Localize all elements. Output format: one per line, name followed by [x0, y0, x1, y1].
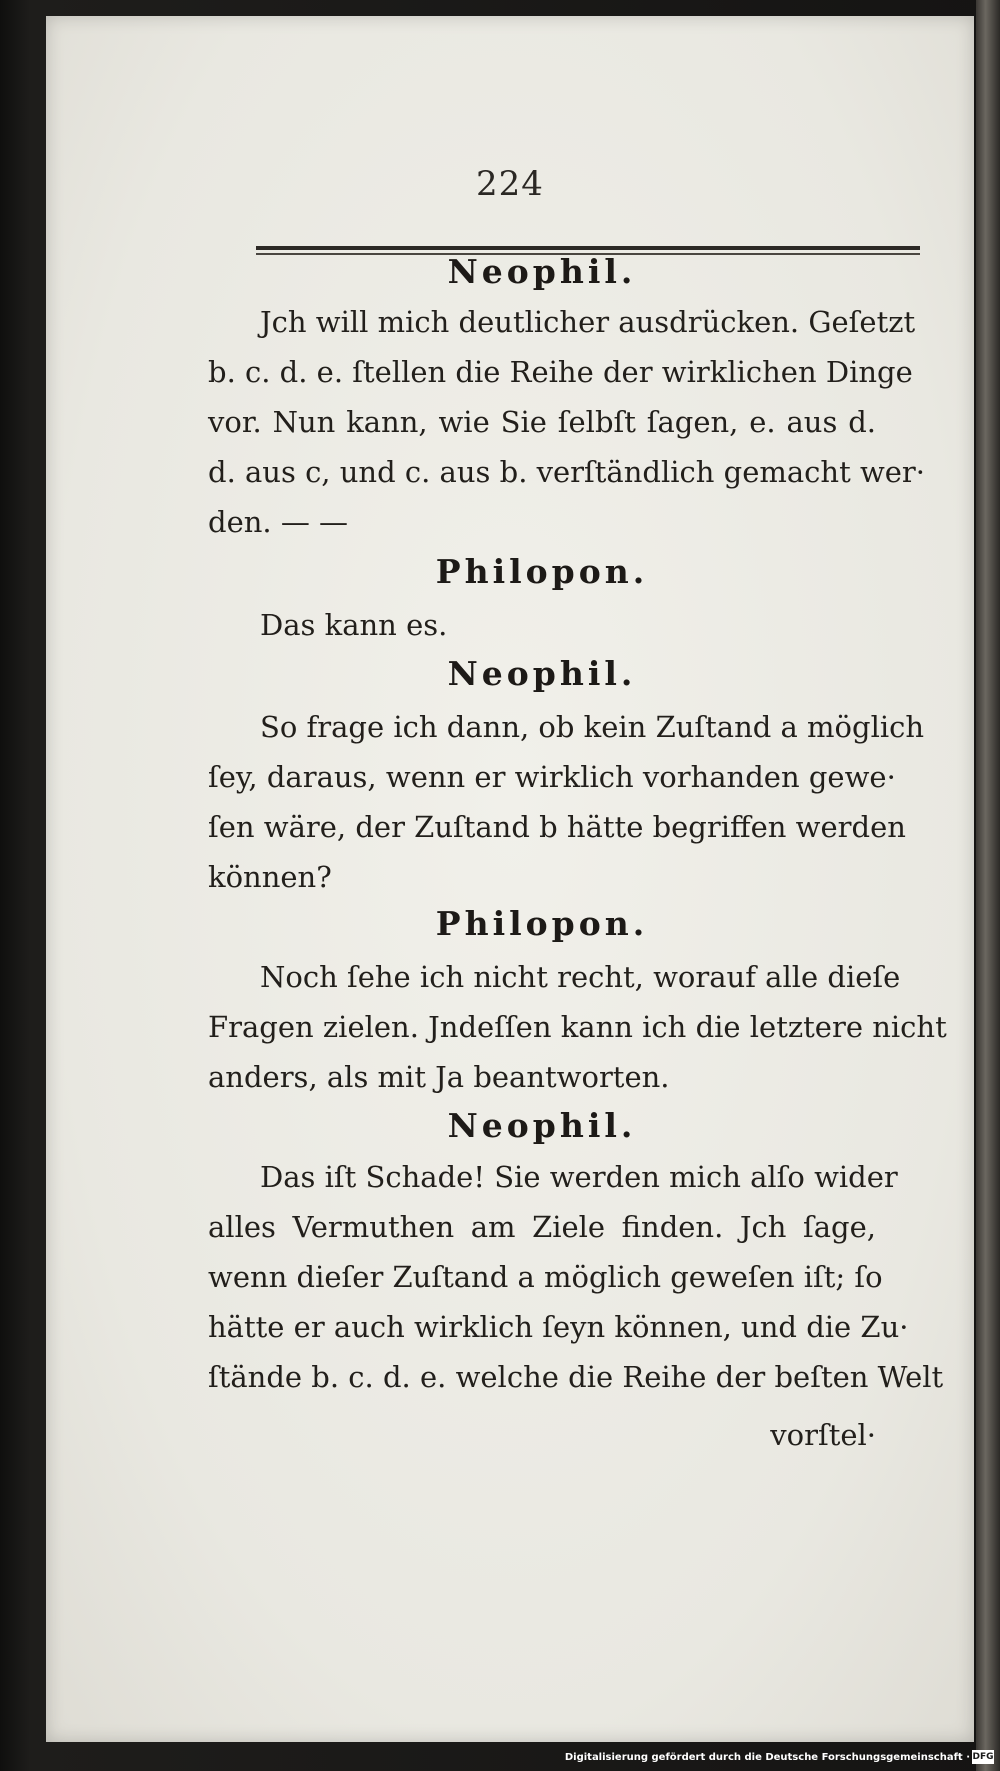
text-line: alles Vermuthen am Ziele finden. Jch ſage,	[208, 1210, 876, 1244]
header-rule-thick	[256, 246, 920, 250]
speaker-heading: Neophil.	[447, 1106, 637, 1145]
digitization-credit: Digitalisierung gefördert durch die Deutsche Forschungsgemeinschaft ·	[564, 1752, 970, 1763]
dialogue-paragraph	[208, 702, 925, 902]
text-line: Noch ſehe ich nicht recht, worauf alle dieſe	[260, 960, 901, 994]
dialogue-paragraph	[208, 1152, 944, 1402]
text-line: können?	[208, 860, 332, 894]
text-line: Das iſt Schade! Sie werden mich alſo wider	[260, 1160, 898, 1194]
text-line: ſey, daraus, wenn er wirklich vorhanden gewe·	[208, 760, 896, 794]
text-line: den. — —	[208, 505, 349, 539]
text-line: Jch will mich deutlicher ausdrücken. Geſetzt	[260, 305, 916, 339]
dialogue-paragraph	[208, 952, 947, 1102]
speaker-heading: Philopon.	[435, 552, 649, 591]
text-line: Das kann es.	[260, 608, 448, 642]
text-line: anders, als mit Ja beantworten.	[208, 1060, 670, 1094]
book-edge	[976, 0, 1000, 1771]
dialogue-paragraph	[208, 297, 926, 547]
speaker-heading: Philopon.	[435, 904, 649, 943]
dfg-logo: DFG	[972, 1752, 994, 1762]
text-line: ſtände b. c. d. e. welche die Reihe der beſten Welt	[208, 1360, 944, 1394]
text-line: b. c. d. e. ſtellen die Reihe der wirklichen Dinge	[208, 355, 913, 389]
text-line: wenn dieſer Zuſtand a möglich geweſen iſt; ſo	[208, 1260, 883, 1294]
text-line: So frage ich dann, ob kein Zuſtand a möglich	[260, 710, 925, 744]
text-line: hätte er auch wirklich ſeyn können, und die Zu·	[208, 1310, 909, 1344]
text-line: Fragen zielen. Jndeſſen kann ich die letztere nicht	[208, 1010, 947, 1044]
text-line: vor. Nun kann, wie Sie ſelbſt ſagen, e. aus d.	[208, 405, 876, 439]
speaker-heading: Neophil.	[447, 252, 637, 291]
text-line: d. aus c, und c. aus b. verſtändlich gemacht wer·	[208, 455, 926, 489]
speaker-heading: Neophil.	[447, 654, 637, 693]
dialogue-paragraph	[208, 600, 876, 650]
catchword: vorſtel·	[770, 1418, 876, 1452]
page-number: 224	[476, 164, 544, 204]
text-line: ſen wäre, der Zuſtand b hätte begriffen werden	[208, 810, 906, 844]
